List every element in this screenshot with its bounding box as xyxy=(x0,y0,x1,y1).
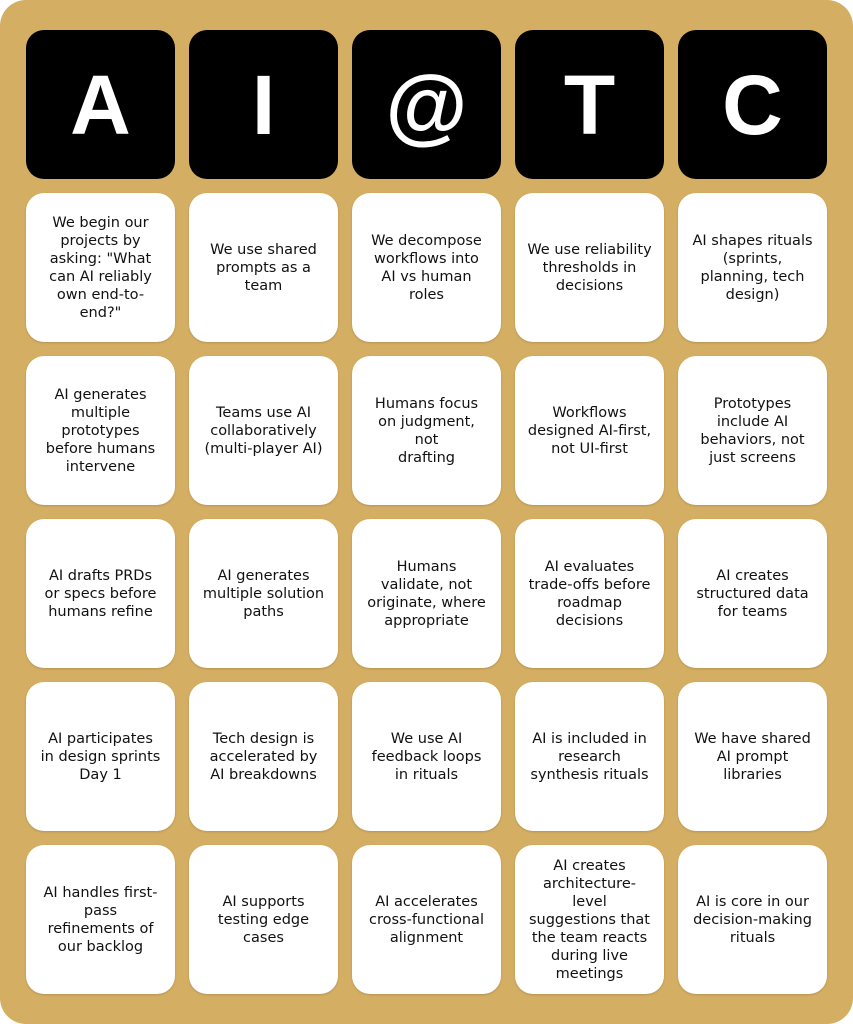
bingo-square[interactable]: We use AI feedback loops in rituals xyxy=(352,682,501,831)
bingo-square[interactable]: We use reliability thresholds in decisions xyxy=(515,193,664,342)
bingo-square[interactable]: AI supports testing edge cases xyxy=(189,845,338,994)
header-letter-at: @ xyxy=(352,30,501,179)
header-letter-i: I xyxy=(189,30,338,179)
bingo-square[interactable]: Workflows designed AI-first, not UI-first xyxy=(515,356,664,505)
bingo-square[interactable]: AI is core in our decision-making rituals xyxy=(678,845,827,994)
bingo-square[interactable]: Humans focus on judgment, not drafting xyxy=(352,356,501,505)
header-letter-a: A xyxy=(26,30,175,179)
bingo-square[interactable]: AI accelerates cross-functional alignment xyxy=(352,845,501,994)
bingo-square[interactable]: AI generates multiple solution paths xyxy=(189,519,338,668)
bingo-square[interactable]: Tech design is accelerated by AI breakdowns xyxy=(189,682,338,831)
bingo-square[interactable]: We use shared prompts as a team xyxy=(189,193,338,342)
bingo-square[interactable]: We decompose workflows into AI vs human roles xyxy=(352,193,501,342)
header-letter-c: C xyxy=(678,30,827,179)
bingo-square[interactable]: AI drafts PRDs or specs before humans refine xyxy=(26,519,175,668)
bingo-square[interactable]: AI creates architecture- level suggestions that the team reacts during live meetings xyxy=(515,845,664,994)
bingo-square[interactable]: AI handles first- pass refinements of our backlog xyxy=(26,845,175,994)
header-letter-t: T xyxy=(515,30,664,179)
bingo-square[interactable]: AI participates in design sprints Day 1 xyxy=(26,682,175,831)
bingo-square[interactable]: We have shared AI prompt libraries xyxy=(678,682,827,831)
bingo-square[interactable]: Teams use AI collaboratively (multi-player AI) xyxy=(189,356,338,505)
bingo-square[interactable]: Humans validate, not originate, where appropriate xyxy=(352,519,501,668)
bingo-square[interactable]: AI creates structured data for teams xyxy=(678,519,827,668)
bingo-square[interactable]: AI generates multiple prototypes before humans intervene xyxy=(26,356,175,505)
bingo-square[interactable]: AI is included in research synthesis rituals xyxy=(515,682,664,831)
bingo-square[interactable]: AI evaluates trade-offs before roadmap decisions xyxy=(515,519,664,668)
bingo-square[interactable]: Prototypes include AI behaviors, not just screens xyxy=(678,356,827,505)
bingo-square[interactable]: AI shapes rituals (sprints, planning, tech design) xyxy=(678,193,827,342)
bingo-square[interactable]: We begin our projects by asking: "What can AI reliably own end-to- end?" xyxy=(26,193,175,342)
